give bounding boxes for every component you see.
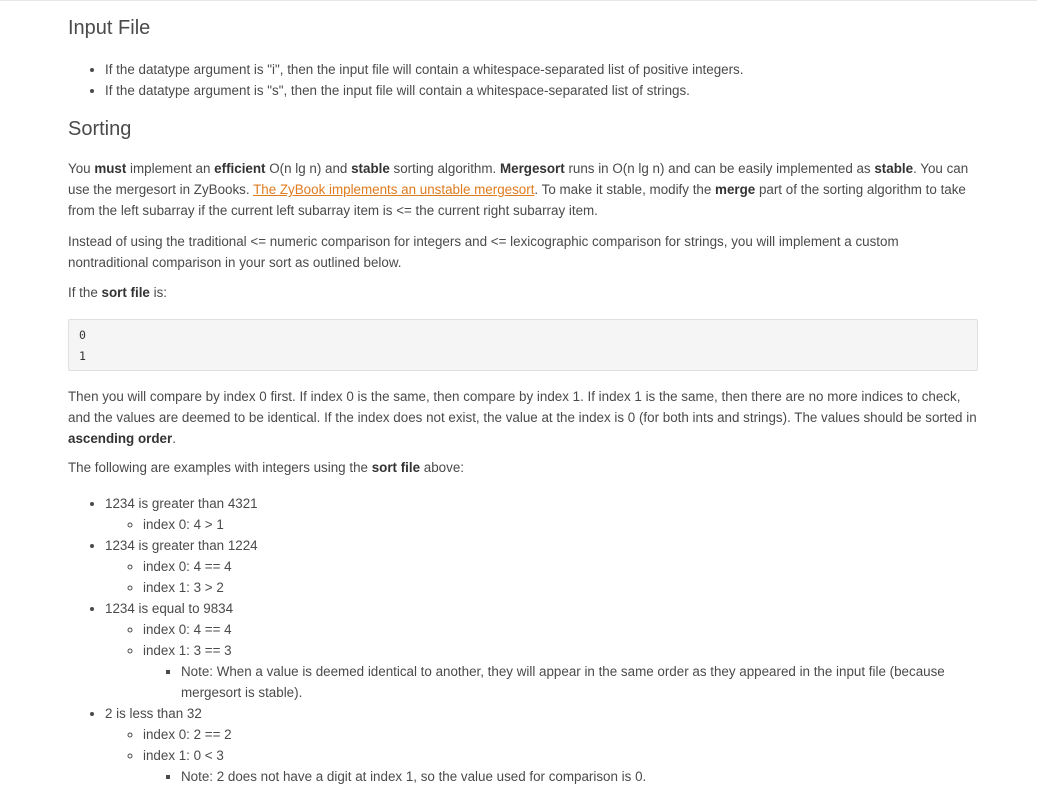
sort-file-intro — [68, 282, 980, 303]
text-span: runs in O(n lg n) and can be easily implemented as — [564, 161, 875, 176]
list-item: • If the datatype argument is "s", then the input file will contain a whitespace-separated list of strings. — [105, 80, 985, 101]
text-span: You — [68, 161, 95, 176]
example-item — [105, 598, 985, 703]
bold-text: merge — [715, 182, 756, 197]
sorting-heading: Sorting — [68, 118, 132, 140]
example-item — [105, 703, 985, 787]
text-span: above: — [420, 460, 464, 475]
example-subitem: ◦ index 0: 2 == 2 — [143, 724, 985, 745]
text-span: . — [172, 431, 176, 446]
example-item — [105, 535, 985, 598]
sort-file-code-block — [68, 319, 978, 371]
text-span: is: — [149, 285, 167, 300]
bold-text: ascending order — [68, 431, 173, 446]
example-sublist — [105, 514, 985, 535]
text-span: implement an — [126, 161, 215, 176]
example-subitem: ◦ index 0: 4 == 4 — [143, 619, 985, 640]
bold-text: must — [94, 161, 127, 176]
note-list — [143, 661, 985, 703]
bold-text: sort file — [371, 460, 421, 475]
list-item: • If the datatype argument is "i", then the input file will contain a whitespace-separated list of positive integers. — [105, 59, 985, 80]
text-span: sorting algorithm. — [389, 161, 500, 176]
input-file-list — [68, 59, 985, 101]
example-subitem — [143, 640, 985, 703]
example-subitem — [143, 745, 985, 787]
bold-text: sort file — [101, 285, 150, 300]
example-item — [105, 493, 985, 535]
note-list — [143, 766, 985, 787]
compare-rules-paragraph — [68, 386, 980, 449]
example-text: 1234 is greater than 1224 — [105, 538, 258, 553]
text-span: If the — [68, 285, 102, 300]
zybook-unstable-link[interactable]: The ZyBook implements an unstable mergesort — [253, 182, 535, 197]
example-subitem: ◦ index 0: 4 == 4 — [143, 556, 985, 577]
example-text: 1234 is greater than 4321 — [105, 496, 258, 511]
comparison-paragraph: Instead of using the traditional <= numeric comparison for integers and <= lexicographic comparison for strings, you will implement a custom nontraditional comparison in your sort as outlined below. — [68, 234, 899, 270]
sorting-intro-paragraph — [68, 158, 980, 221]
examples-list — [68, 493, 985, 787]
example-subitem: ◦ index 1: 3 > 2 — [143, 577, 985, 598]
bold-text: efficient — [214, 161, 266, 176]
input-file-heading: Input File — [68, 17, 151, 39]
bold-text: stable — [351, 161, 390, 176]
text-span: . You can use the mergesort in ZyBooks. — [68, 161, 969, 197]
bold-text: stable — [874, 161, 914, 176]
text-span: The following are examples with integers using the — [68, 460, 372, 475]
note-item: ▪ Note: When a value is deemed identical to another, they will appear in the same order as they appeared in the input file (because mergesort is stable). — [181, 661, 985, 703]
note-item: ▪ Note: 2 does not have a digit at index 1, so the value used for comparison is 0. — [181, 766, 985, 787]
code-text: 0 1 — [79, 328, 86, 363]
example-subitem-text: index 1: 0 < 3 — [143, 748, 224, 763]
example-text: 2 is less than 32 — [105, 706, 202, 721]
top-divider — [0, 0, 1037, 1]
text-span: O(n lg n) and — [265, 161, 352, 176]
text-span: Then you will compare by index 0 first. If index 0 is the same, then compare by index 1. If index 1 is the same, then there are no more indices to check, and the values are deemed to be identical. If the index does not exist, the value at the index is 0 (for both ints and strings). The values should be sorted in — [68, 389, 977, 425]
example-subitem: ◦ index 0: 4 > 1 — [143, 514, 985, 535]
example-sublist — [105, 619, 985, 703]
example-subitem-text: index 1: 3 == 3 — [143, 643, 232, 658]
bold-text: Mergesort — [499, 161, 565, 176]
example-sublist — [105, 724, 985, 787]
example-sublist — [105, 556, 985, 598]
text-span: . To make it stable, modify the — [534, 182, 716, 197]
examples-intro — [68, 457, 980, 478]
text-span: part of the sorting algorithm to take from the left subarray if the current left subarray item is <= the current right subarray item. — [68, 182, 966, 218]
example-text: 1234 is equal to 9834 — [105, 601, 234, 616]
